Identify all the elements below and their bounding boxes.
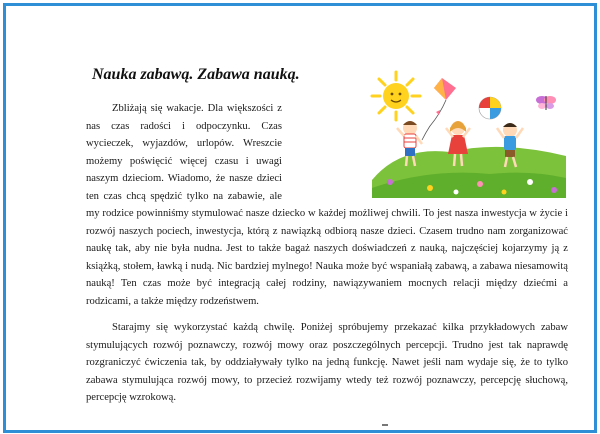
article-title: Nauka zabawą. Zabawa nauką. <box>92 66 300 83</box>
article-paragraph: Zbliżają się wakacje. Dla większości z nas czas radości i odpoczynku. Czas wycieczek, wyjazdów, urlopów. Wreszcie możemy poświęcić więcej czasu i uwagi naszym dzieciom. Wiadomo, że nasze dzieci ten czas chcą spędzić tylko na zabawie, ale my rodzice powinniśmy stymulować nasze dziecko w każdej możliwej chwili. To jest nasza inwestycja w życie i rozwój naszych pociech, inwestycja, którą z nawiązką odbiorą nasze dzieci. Czasem trudno nam zorganizować naukę tak, aby nie była nudna. Jest to także bagaż naszych doświadczeń z nauką, najczęściej kojarzymy ją z książką, stołem, ławką i nudą. Nic bardziej mylnego! Nauka może być wspaniałą zabawą, a zabawa niesamowitą nauką! Ten czas może być integracją całej rodziny, nawiązywaniem mocnych relacji między dziećmi a rodzicami, a także między rodzeństwem. <box>86 103 568 307</box>
page-edge-mark <box>382 424 388 426</box>
illustration-wrap-space <box>282 100 568 196</box>
article-paragraph: Starajmy się wykorzystać każdą chwilę. Poniżej spróbujemy przekazać kilka przykładowych zabaw stymulujących rozwój poznawczy, rozwój mowy oraz poszczególnych percepcji. Trudno jest tak naprawdę rozgraniczyć ćwiczenia tak, by oddziaływały tylko na jedną funkcję. Nawet jeśli nam wydaje się, że to tylko zabawa stymulująca rozwój mowy, to przecież rozwijamy wtedy też rozwój poznawczy, percepcję słuchową, percepcję wzrokową. <box>86 322 568 403</box>
document-frame <box>3 3 597 433</box>
article-body <box>86 100 568 407</box>
